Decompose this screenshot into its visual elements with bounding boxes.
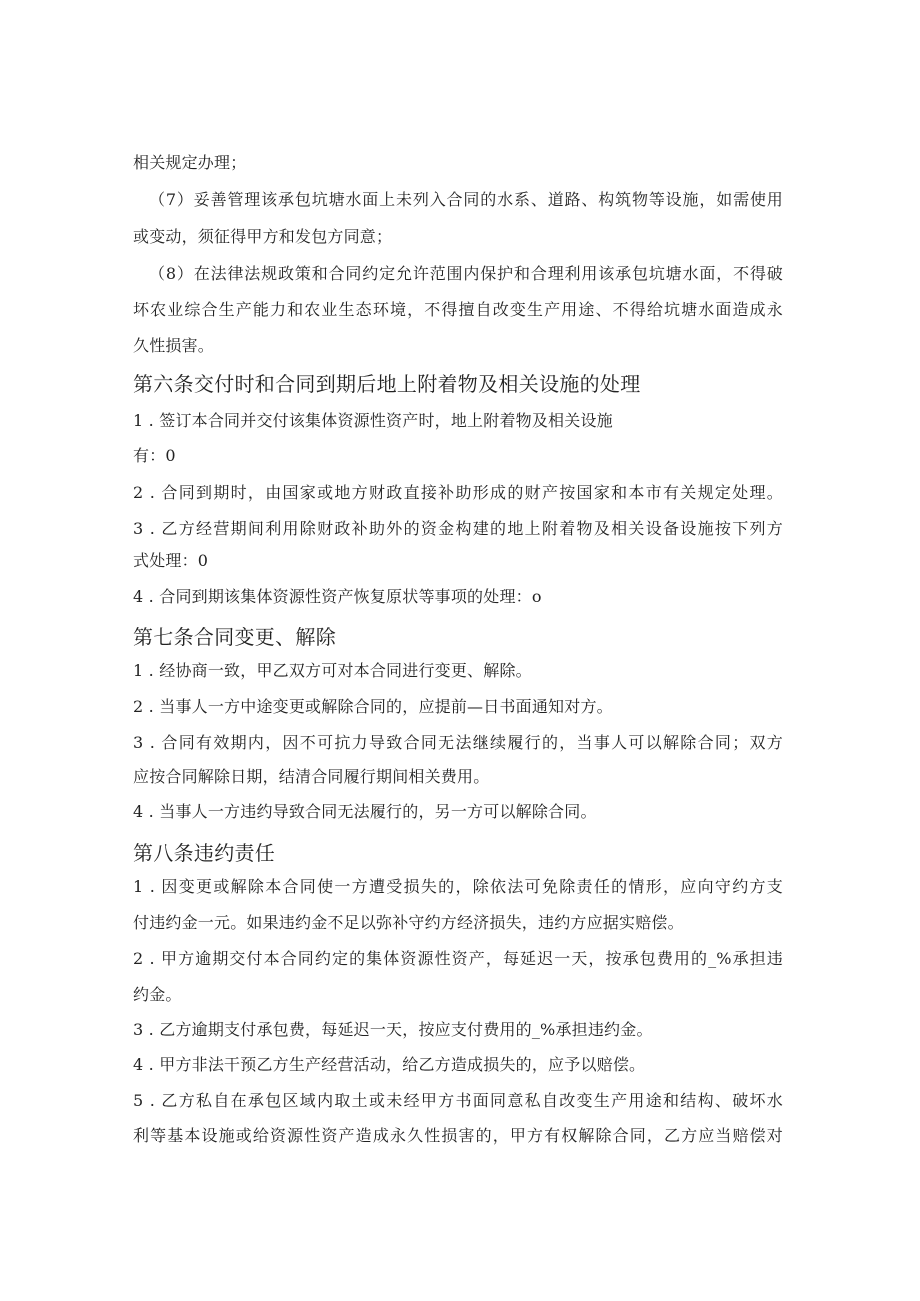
text-line: 4 . 甲方非法干预乙方生产经营活动，给乙方造成损失的，应予以赔偿。 bbox=[133, 1055, 646, 1074]
text-line: 4 . 当事人一方违约导致合同无法履行的，另一方可以解除合同。 bbox=[133, 802, 597, 821]
text-line: 坏农业综合生产能力和农业生态环境，不得擅自改变生产用途、不得给坑塘水面造成永 bbox=[133, 300, 783, 319]
text-line: （7）妥善管理该承包坑塘水面上未列入合同的水系、道路、构筑物等设施，如需使用 bbox=[149, 190, 783, 209]
text-line: 3 . 乙方逾期支付承包费，每延迟一天，按应支付费用的_%承担违约金。 bbox=[133, 1020, 653, 1039]
text-line: 利等基本设施或给资源性资产造成永久性损害的，甲方有权解除合同，乙方应当赔偿对 bbox=[133, 1126, 783, 1145]
text-line: 4 . 合同到期该集体资源性资产恢复原状等事项的处理：o bbox=[133, 587, 542, 606]
text-line: 2 . 当事人一方中途变更或解除合同的，应提前—日书面通知对方。 bbox=[133, 697, 613, 716]
text-line: 久性损害。 bbox=[133, 336, 215, 355]
text-line: 3 . 乙方经营期间利用除财政补助外的资金构建的地上附着物及相关设备设施按下列方 bbox=[133, 519, 783, 538]
text-line: 5 . 乙方私自在承包区域内取土或未经甲方书面同意私自改变生产用途和结构、破坏水 bbox=[133, 1091, 783, 1110]
text-line: 式处理：0 bbox=[133, 551, 209, 570]
text-line: 或变动，须征得甲方和发包方同意； bbox=[133, 227, 393, 246]
text-line: 3 . 合同有效期内，因不可抗力导致合同无法继续履行的，当事人可以解除合同；双方 bbox=[133, 733, 783, 752]
section-heading: 第六条交付时和合同到期后地上附着物及相关设施的处理 bbox=[133, 372, 641, 396]
section-heading: 第七条合同变更、解除 bbox=[133, 625, 336, 649]
text-line: （8）在法律法规政策和合同约定允许范围内保护和合理利用该承包坑塘水面，不得破 bbox=[149, 264, 783, 283]
text-line: 付违约金一元。如果违约金不足以弥补守约方经济损失，违约方应据实赔偿。 bbox=[133, 913, 684, 932]
text-line: 1 . 签订本合同并交付该集体资源性资产时，地上附着物及相关设施 bbox=[133, 411, 613, 430]
text-line: 2 . 合同到期时，由国家或地方财政直接补助形成的财产按国家和本市有关规定处理。 bbox=[133, 483, 783, 502]
text-line: 1 . 因变更或解除本合同使一方遭受损失的，除依法可免除责任的情形，应向守约方支 bbox=[133, 877, 783, 896]
section-heading: 第八条违约责任 bbox=[133, 841, 276, 865]
text-line: 应按合同解除日期，结清合同履行期间相关费用。 bbox=[133, 767, 490, 786]
text-line: 2 . 甲方逾期交付本合同约定的集体资源性资产，每延迟一天，按承包费用的_%承担违 bbox=[133, 949, 783, 968]
text-line: 有：0 bbox=[133, 446, 176, 465]
text-line: 1 . 经协商一致，甲乙双方可对本合同进行变更、解除。 bbox=[133, 661, 532, 680]
text-line: 相关规定办理； bbox=[133, 153, 247, 172]
text-line: 约金。 bbox=[133, 985, 182, 1004]
